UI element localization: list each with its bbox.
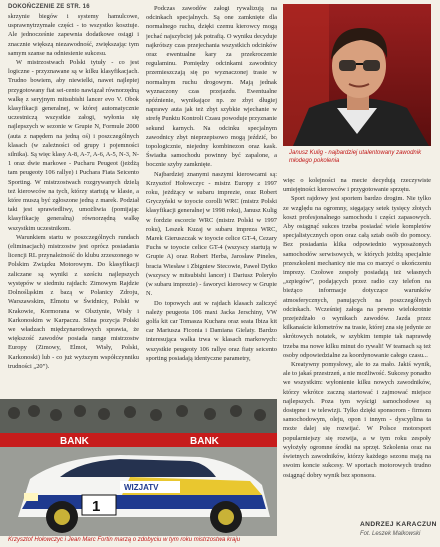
car-number: 1: [92, 498, 101, 515]
rally-car-photo: [0, 399, 277, 536]
banner-text: BANK: [190, 436, 219, 447]
sponsor-decal: WIZJATV: [124, 483, 159, 492]
paragraph: Warunkiem startu w poszczególnych rundach (eliminacjach) mistrzostw jest oprócz posiadania licencji RL przynależność do klubu zrzeszonego w Polskim Związku Motorowym. Do klasyfikacji zaliczane są wyniki z sześciu najlepszych występów w siedmiu rajdach: Zimowym Rajdzie Dolnośląskim z bazą w Polanicy Zdroju, Warszawskim, Elmotu w Świdnicy, Polski w Krakowie, Kormorana w Olsztynie, Wisły i Karkonoskim w Karpaczu. Silna pozycja Polski we władzach międzynarodowych sprawia, że większość zawodów posiada range mistrzostw Europy (Zimowy, Elmot, Wisły, Polski, Karkonoski) lub - co już wyższym współczynniku trudności „20”).: [8, 233, 139, 370]
article-column-3: [283, 176, 431, 506]
paragraph: W mistrzostwach Polski tytuły - co jest logiczne - przyznawane są w kilku klasyfikacjach. Trudno bowiem, aby niewielki, nawet najlepiej przygotowany fiat sei-cento nawiązał równorzędną walkę z seryjnym mitsubishi lancer evo V. Obok klasyfikacji generalnej, w której automatycznie uczestniczą wszystkie załogi, wyłonia się najlepszych w sezonie w Grupie N, Formule 2000 (auta z napędem na jedną oś) i poszczególnych klasach (w zależności od grupy i pojemności silnika). Są więc klasy A-8, A-7, A-6, A-5, N-3, N-1 oraz dwie markowe - Pucharu Peugeot (jeżdżą tam peugeoty 106 rallye) i Puchara Fiata Seicento Sporting. W mistrzostwach rozgrywanych dzielą też kierowców na tych, którzy startują w klasie, a które muszą być zgłoszone jedną z marek. Podział taki jest sprawiedliwy, umożliwia (pomijając klasyfikację generalną) równorzędną walkę wszystkim uczestnikom.: [8, 59, 139, 232]
paragraph: Do topowych aut w rajdach klasach zaliczyć należy peugeota 106 maxi Jacka Jerschiny, VW golfa kit car Tomasza Kuchara oraz seata Ibiza kit car Mariusza Ficonia i Damiana Gielaty. Bardzo interesująca walka trwa w klasach markowych: wszystkie peugeoty 106 rallye oraz fiaty seicento sporting posiadają identyczne parametry,: [146, 299, 277, 362]
rally-car-image: [0, 399, 277, 536]
banner-text: BANK: [60, 436, 89, 447]
portrait-photo: [283, 4, 431, 146]
paragraph: Podczas zawodów załogi rywalizują na odcinkach specjalnych. Są one zamknięte dla normalnego ruchu, dzięki czemu kierowcy mogą jechać najszybciej jak potrafią. O wyniku decyduje najkrótszy czas przejechania wszystkich odcinków oraz ewentualne kary za przekroczenie regulaminu. Pomiędzy odcinkami zawodnicy przemieszczają się po wyznaczonej trasie w normalnym ruchu drogowym. Mają jednak wyznaczony czas przejazdu. Ewentualne spóźnienie, wynikające np. ze zbyt długiej naprawy auta jak też zbyt szybkie wjechanie w strefę Punktu Kontroli Czasu powoduje przyznanie sekund karnych. Na odcinku specjalnym zawodnicy zbyt nieprzepisowo mogą jeździć, bo topologicznie, niejedny kombinezon oraz kask. Świadta samochodu powinny być zapalone, a bocznie szyby zamknięte.: [146, 5, 277, 169]
paragraph: Kreatywny pomysłowy, ale to za mało. Jakiś wynik, ale to jakaś przestrzeń, a nie możliwość. Sukcesy ponadto we wszystkim: wyłonienie kilku nowych zawodników, którzy wkrótce zaczną startować i zajmować miejsce najlepszych. Poza tym wyścigi samochodowe są dostępne i w telewizji. Tylko dzięki sponsorom - firmom samochodowym, oleju, opon i innym - dyscyplina ta może dalej się rozwijać. W Polsce motorsport popularniejszy się rozwija, a w tym roku zespoły wyłożyły ogromne środki na sprzęt. Szkolenia oraz na świetnych zawodników, którzy każdego sezonu mają na swoim koncie sukcesy. W sportach motorowych trudno osiągnąć dobry wynik bez sponsora.: [283, 361, 431, 479]
paragraph: Najbardziej znanymi naszymi kierowcami są: Krzysztof Hołowczyc - mistrz Europy z 1997 roku, jeżdżący w subaru imprezie, oraz Robert Gryczyński w toyocie corolli WRC (mistrz Polski klasyfikacji generalnej w 1998 roku), Janusz Kulig w fordzie escorcie WRC (mistrz Polski w 1997 roku), Leszek Kuzaj w subaru impreza WRC, Marek Gieruszczak w toyocie celice GT-4, Cezary Fuchs w toyocie celice GT-4 (wszyscy startują w Grupie A) oraz Robert Herba, Jarosław Pineles, bracia Wiesław i Zbigniew Stecowie, Paweł Dytko (wszyscy w mitsubishi lancer) i Dariusz Poleryło (w subaru imprezie) - faworyci kierowcy w Grupie N.: [146, 170, 277, 298]
article-column-1: [8, 12, 139, 396]
paragraph: Sport rajdowy jest sportem bardzo drogim. Nie tylko ze względu na ogromny, sięgający setek tysięcy złotych koszt profesjonalnego samochodu i części zapasowych. Aby osiągnąć sukces trzeba posiadać wiele kompletów specjalistycznych opon oraz całą sztab osób do pomocy. Bez posiadania klika odpowiednio wyposażonych samochodów serwisowych, w których jeżdżą specjalnie przeszkoleni mechanicy nie ma co marzyć o ukończeniu imprezy. Czołowe zespoły posiadają też własnych „szpiegów”, podających przez radio czy telefon na bieżąco informacje dotyczące warunków atmosferycznych, panujących na poszczególnych odcinkach. Wcześniej załoga na pewno wielokrotnie przejeżdżało o wynikach zawodów. Jazda przez kilkanaście kilometrów na trasie, której zna się jedynie ze skrótowych notatek, w szybkim tempie tak naprawdę trzeba ma nowe kilku minut do rywali! W teamach są też osoby odpowiedzialne za koordynowanie całego czasu...: [283, 195, 431, 359]
portrait-image: [283, 4, 431, 146]
article-column-2: [146, 4, 277, 396]
car-caption: Krzysztof Hołowczyc i Jean Marc Fortin marzą o zdobyciu w tym roku mistrzostwa kraju: [8, 537, 241, 543]
paragraph: więc o kolejności na mecie decydują rzeczywiste umiejętności kierowców i przygotowanie sprzętu.: [283, 177, 431, 194]
continued-header: DOKOŃCZENIE ZE STR. 16: [8, 4, 90, 10]
author-name: ANDRZEJ KARACZUN: [360, 521, 437, 528]
portrait-caption: Janusz Kulig - najbardziej utalentowany zawodnik młodego pokolenia: [289, 150, 422, 164]
photo-credit: Fot. Leszek Malkowski: [360, 531, 421, 537]
paragraph: skrzynie biegów i systemy hamulcowe, usprawnytrzymałe części - to wszystko kosztuje. Ale jednocześnie zapewnia dodatkowe osiągi i znacznie większą niezawodność, zwiększając tym samym szanse na odniesienie sukcesu.: [8, 13, 139, 57]
